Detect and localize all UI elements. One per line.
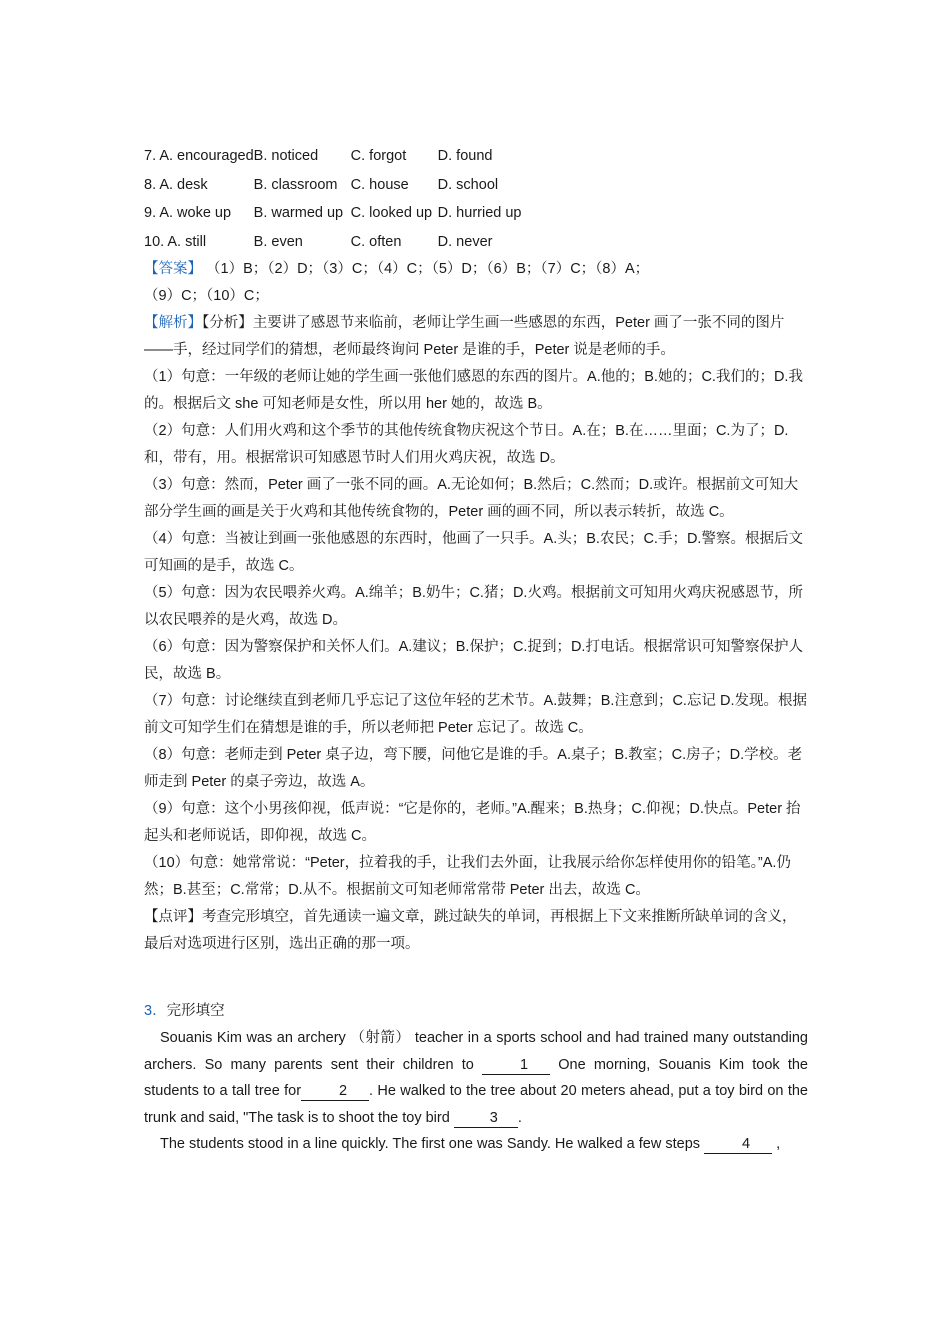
passage-text: One morning, Souanis Kim took the students to a tall tree for [144,1056,808,1099]
option-a: 8. A. desk [144,176,208,193]
passage-text: Souanis Kim was an archery （射箭） teacher in a sports school and had trained many outstanding archers. So many parents sent their children to [144,1030,808,1073]
analysis-item-8: （8）句意：老师走到 Peter 桌子边，弯下腰，问他它是谁的手。A.桌子；B.教室；C.房子；D.学校。老师走到 Peter 的桌子旁边，故选 A。 [144,747,803,790]
option-a: 10. A. still [144,233,207,250]
option-d: D. found [437,148,493,165]
analysis-intro-text: 【分析】主要讲了感恩节来临前，老师让学生画一些感恩的东西，Peter 画了一张不同的图片——手，经过同学们的猜想，老师最终询问 Peter 是谁的手，Peter 说是老师的手。 [144,315,785,358]
passage-text: The students stood in a line quickly. The first one was Sandy. He walked a few steps [160,1136,705,1152]
document-page [144,142,808,1158]
answer-line-2: （9）C；（10）C； [144,288,269,304]
analysis-item-10: （10）句意：她常常说：“Peter，拉着我的手，让我们去外面，让我展示给你怎样使用你的铅笔。”A.仍然；B.甚至；C.常常；D.从不。根据前文可知老师常常带 Peter 出去，故选 C。 [144,855,791,898]
passage-text: . [517,1109,522,1126]
option-row [144,171,538,200]
passage-text: , [772,1136,781,1152]
option-b: B. noticed [253,148,319,165]
passage-text: . He walked to the tree about 20 meters ahead, put a toy bird on the trunk and said, "The task is to shoot the toy bird [144,1083,808,1126]
question-heading: 3．完形填空 [144,1003,225,1019]
blank-4: 4 [704,1136,772,1154]
analysis-intro [144,310,808,364]
option-d: D. hurried up [437,205,522,222]
analysis-item-4: （4）句意：当被让到画一张他感恩的东西时，他画了一只手。A.头；B.农民；C.手；D.警察。根据后文可知画的是手，故选 C。 [144,531,803,574]
answer-tag: 【答案】 [144,261,202,277]
option-c: C. forgot [350,148,407,165]
blank-2: 2 [301,1083,369,1101]
option-a: 9. A. woke up [144,205,232,222]
question-title: 完形填空 [166,1003,225,1019]
option-c: C. looked up [350,205,433,222]
option-c: C. often [350,233,402,250]
answer-section [144,256,808,283]
analysis-item-9: （9）句意：这个小男孩仰视，低声说：“它是你的，老师。”A.醒来；B.热身；C.仰视；D.快点。Peter 抬起头和老师说话，即仰视，故选 C。 [144,801,801,844]
option-d: D. school [437,176,499,193]
option-b: B. warmed up [253,205,344,222]
blank-1: 1 [482,1057,550,1075]
passage-paragraph-1 [144,1025,808,1131]
analysis-item-7: （7）句意：讨论继续直到老师几乎忘记了这位年轻的艺术节。A.鼓舞；B.注意到；C.忘记 D.发现。根据前文可知学生们在猜想是谁的手，所以老师把 Peter 忘记了。故选 C。 [144,693,807,736]
comment-paragraph: 【点评】考查完形填空，首先通读一遍文章，跳过缺失的单词，再根据上下文来推断所缺单词的含义，最后对选项进行区别，选出正确的那一项。 [144,909,797,952]
option-b: B. even [253,233,303,250]
option-b: B. classroom [253,176,338,193]
answer-line-1: （1）B；（2）D；（3）C；（4）C；（5）D；（6）B；（7）C；（8）A； [206,261,650,277]
question-number: 3 [144,1003,153,1019]
option-row [144,199,538,228]
option-a: 7. A. encouraged [144,148,254,165]
analysis-item-5: （5）句意：因为农民喂养火鸡。A.绵羊；B.奶牛；C.猪；D.火鸡。根据前文可知用火鸡庆祝感恩节，所以农民喂养的是火鸡，故选 D。 [144,585,803,628]
options-table [144,142,538,256]
blank-3: 3 [454,1110,518,1128]
analysis-item-1: （1）句意：一年级的老师让她的学生画一张他们感恩的东西的图片。A.他的；B.她的；C.我们的；D.我的。根据后文 she 可知老师是女性，所以用 her 她的，故选 B。 [144,369,803,412]
option-c: C. house [350,176,409,193]
analysis-item-3: （3）句意：然而，Peter 画了一张不同的画。A.无论如何；B.然后；C.然而；D.或许。根据前文可知大部分学生画的画是关于火鸡和其他传统食物的，Peter 画的画不同，所以表示转折，故选 C。 [144,477,799,520]
option-row [144,228,538,257]
analysis-tag: 【解析】 [144,315,202,331]
option-d: D. never [437,233,493,250]
passage-paragraph-2 [144,1131,808,1158]
analysis-item-2: （2）句意：人们用火鸡和这个季节的其他传统食物庆祝这个节日。A.在；B.在……里面；C.为了；D.和，带有，用。根据常识可知感恩节时人们用火鸡庆祝，故选 D。 [144,423,789,466]
option-row [144,142,538,171]
analysis-item-6: （6）句意：因为警察保护和关怀人们。A.建议；B.保护；C.捉到；D.打电话。根据常识可知警察保护人民，故选 B。 [144,639,803,682]
